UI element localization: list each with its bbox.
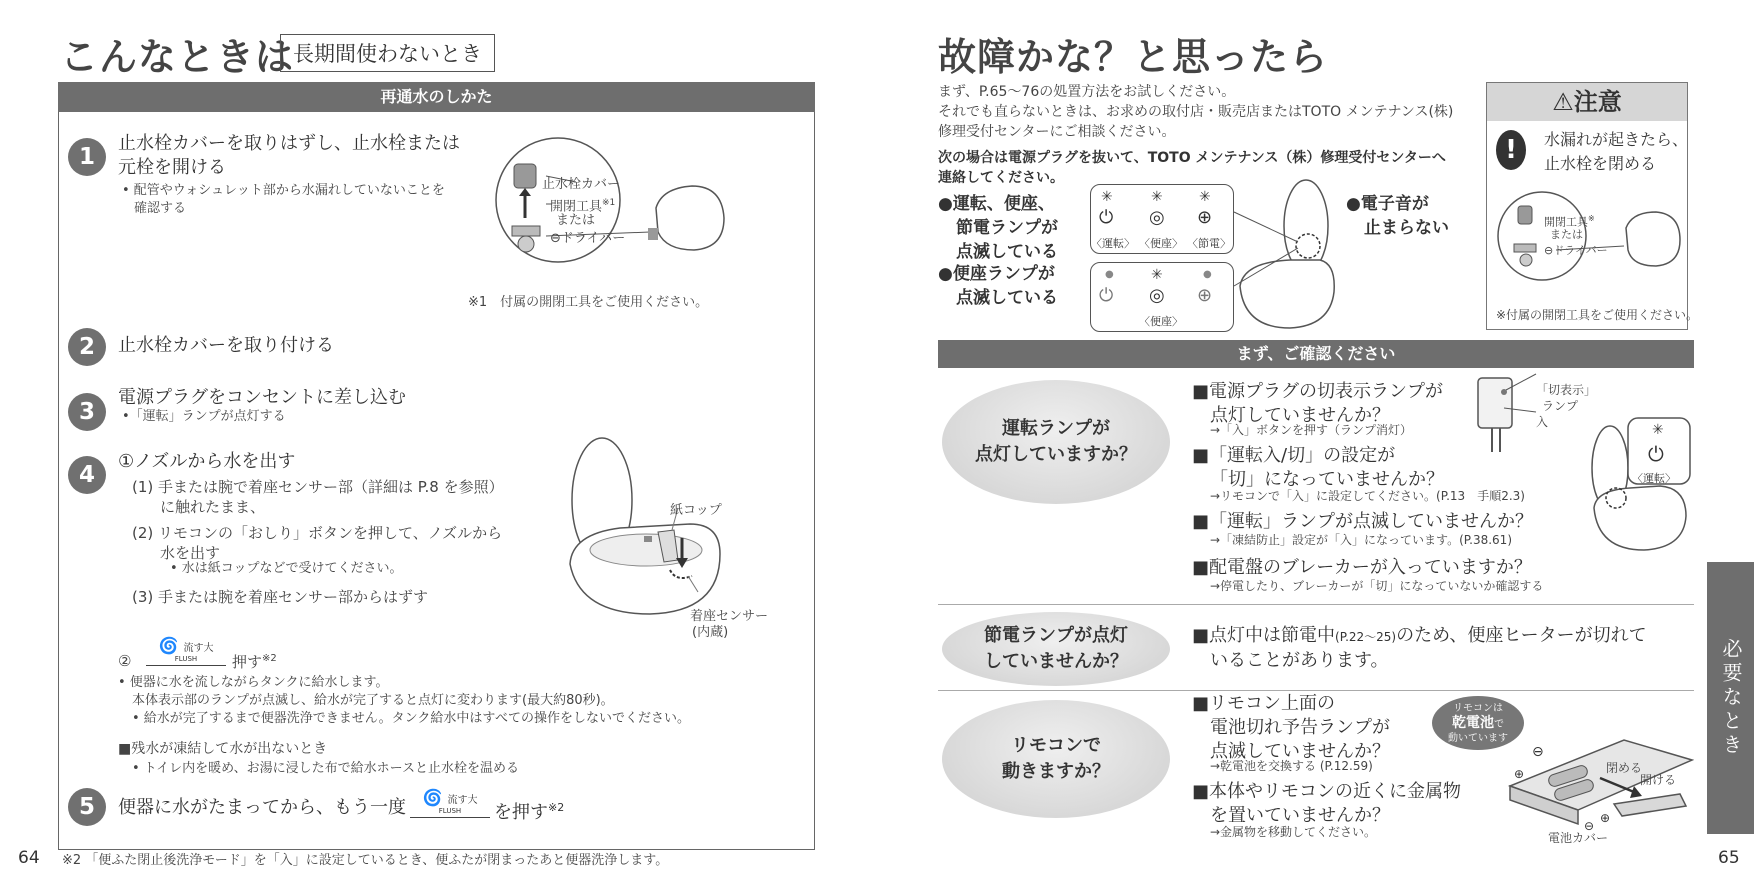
eco-icon: ⊕ — [1197, 285, 1213, 306]
power-icon: ⏻ — [1648, 442, 1664, 466]
freeze-title: ■残水が凍結して水が出ないとき — [118, 741, 328, 757]
check-1-3: ■「運転」ランプが点滅していませんか？ — [1192, 511, 1534, 532]
fig-battery-cover-label: 電池カバー — [1548, 831, 1609, 845]
seat-icon: ◎ — [1149, 285, 1165, 306]
toilet-illustration-top — [1220, 176, 1340, 336]
step-1-number: 1 — [68, 138, 106, 176]
step-4-number: 4 — [68, 456, 106, 494]
section-band-left: 再通水のしかた — [58, 82, 815, 112]
fig-cut-lamp-label: 「切表示」 ランプ — [1536, 383, 1597, 413]
footnote-1: ※1 付属の開閉工具をご使用ください。 — [468, 295, 709, 310]
step-4-sub1-line2: に触れたまま、 — [160, 498, 266, 516]
step-3-note: •「運転」ランプが点灯する — [122, 409, 286, 424]
question-oval-run-lamp: 運転ランプが 点灯していますか？ — [942, 380, 1170, 504]
fig-stopcock-cover-label: 止水栓カバー — [542, 177, 621, 192]
bullet-seat-lamp-blink: ●便座ランプが 点滅している — [938, 264, 1058, 308]
blink-icon: ✳ — [1199, 189, 1211, 205]
contact-instruction: 次の場合は電源プラグを抜いて、TOTO メンテナンス（株）修理受付センターへ 連絡してください。 — [938, 150, 1446, 186]
caution-fig-driver: ⊖ドライバー — [1544, 244, 1608, 257]
step-4-sub2-note: • 水は紙コップなどで受けてください。 — [170, 561, 403, 576]
caution-fig-tool: 開閉工具※ — [1544, 214, 1595, 229]
step-5-number: 5 — [68, 788, 106, 826]
check-1-2-action: →リモコンで「入」に設定してください。(P.13 手順2.3) — [1210, 489, 1525, 503]
divider — [938, 690, 1694, 691]
fig-driver-label: ⊖ドライバー — [550, 231, 626, 246]
flush-button-graphic-2: 🌀 流す大 FLUSH — [410, 788, 490, 818]
step-4-sub1-line1: (1) 手または腕で着座センサー部（詳細は P.8 を参照） — [132, 478, 504, 496]
check-3-2-action: →金属物を移動してください。 — [1210, 825, 1377, 839]
step-3-title: 電源プラグをコンセントに差し込む — [118, 387, 406, 408]
step-1-title-line1: 止水栓カバーを取りはずし、止水栓または — [118, 133, 460, 154]
svg-text:⊕: ⊕ — [1514, 767, 1525, 781]
check-1-1: ■電源プラグの切表示ランプが 点灯していませんか？ — [1192, 381, 1444, 426]
step-4-sub2-line1: (2) リモコンの「おしり」ボタンを押して、ノズルから — [132, 524, 503, 542]
svg-text:⊖: ⊖ — [1532, 744, 1544, 760]
seat-icon: ◎ — [1149, 207, 1165, 228]
step-5-text-b: を押す$^{※2}$ — [494, 801, 565, 823]
intro-text: まず、P.65～76の処置方法をお試しください。 それでも直らないときは、お求めの取付店・販売店またはTOTO メンテナンス(株) 修理受付センターにご相談ください。 — [938, 84, 1454, 140]
step-4-note3: • 給水が完了するまで便器洗浄できません。タンク給水中はすべての操作をしないでください。 — [132, 711, 691, 726]
check-1-2: ■「運転入/切」の設定が 「切」になっていませんか？ — [1192, 445, 1444, 490]
divider — [938, 604, 1694, 605]
bullet-beep: ●電子音が 止まらない — [1346, 194, 1449, 238]
flush-button-graphic: 🌀 流す大 FLUSH — [146, 636, 226, 666]
fig-tool-label: 開閉工具$^{※1}$ — [550, 198, 616, 215]
fig-close-label: 閉める — [1606, 761, 1643, 775]
step-3-number: 3 — [68, 393, 106, 431]
lamp-off-dot: ● — [1105, 269, 1114, 280]
step-5-text-a: 便器に水がたまってから、もう一度 — [118, 797, 406, 818]
fig-or-label: または — [556, 213, 596, 228]
step-2-number: 2 — [68, 328, 106, 366]
step-1-note-line1: • 配管やウォシュレット部から水漏れしていないことを — [122, 183, 445, 198]
flush-icon: 🌀 — [158, 636, 179, 655]
check-1-4-action: →停電したり、ブレーカーが「切」になっていないか確認する — [1210, 579, 1544, 593]
page-number-right: 65 — [1718, 848, 1740, 868]
fig-paper-cup-label: 紙コップ — [670, 503, 722, 518]
lamp-panel-all: ✳ ✳ ✳ ⏻ ◎ ⊕ 〈運転〉 〈便座〉 〈節電〉 — [1090, 184, 1234, 254]
step-4-illustration — [560, 424, 760, 624]
page-title-left: こんなときは — [60, 35, 295, 79]
check-1-4: ■配電盤のブレーカーが入っていますか？ — [1192, 557, 1532, 578]
footnote-2: ※2 「便ふた閉止後洗浄モード」を「入」に設定しているとき、便ふたが閉まったあと便器洗浄します。 — [62, 853, 669, 868]
step-4-title: ①ノズルから水を出す — [118, 451, 296, 472]
step-4-circle-2: ② — [118, 652, 132, 670]
power-icon: ⏻ — [1099, 207, 1114, 228]
fig-seat-sensor-sub: (内蔵) — [692, 625, 729, 640]
svg-text:⊖: ⊖ — [1584, 819, 1595, 833]
step-4-sub3: (3) 手または腕を着座センサー部からはずす — [132, 588, 429, 606]
step-1-note-line2: 確認する — [134, 201, 187, 216]
side-tab-necessary[interactable]: 必要なとき — [1707, 562, 1754, 834]
caution-footnote: ※付属の開閉工具をご使用ください。 — [1496, 308, 1699, 322]
page-number-left: 64 — [18, 848, 40, 868]
blink-icon: ✳ — [1652, 422, 1664, 438]
power-icon: ⏻ — [1099, 285, 1114, 306]
caution-title: ⚠注意 — [1487, 83, 1687, 121]
page-title-right: 故障かな？と思ったら — [938, 35, 1329, 79]
fig-run-label: 〈運転〉 — [1632, 472, 1676, 485]
lamp-panel-seat: ● ✳ ● ⏻ ◎ ⊕ 〈便座〉 — [1090, 262, 1234, 332]
check-1-3-action: →「凍結防止」設定が「入」になっています。(P.38.61) — [1210, 533, 1512, 547]
svg-text:⊕: ⊕ — [1600, 811, 1611, 825]
question-oval-save-lamp: 節電ランプが点灯 していませんか？ — [942, 612, 1170, 686]
eco-icon: ⊕ — [1197, 207, 1213, 228]
freeze-note: • トイレ内を暖め、お湯に浸した布で給水ホースと止水栓を温める — [132, 761, 519, 776]
blink-icon: ✳ — [1151, 189, 1163, 205]
step-4-sub2-line2: 水を出す — [160, 544, 221, 562]
blink-icon: ✳ — [1101, 189, 1113, 205]
step-4-note2: 本体表示部のランプが点滅し、給水が完了すると点灯に変わります(最大約80秒)。 — [132, 693, 614, 708]
check-1-1-action: →「入」ボタンを押す（ランプ消灯） — [1210, 423, 1413, 437]
step-4-push-text: 押す$^{※2}$ — [232, 653, 277, 671]
check-2-1: ■点灯中は節電中(P.22～25)のため、便座ヒーターが切れて いることがあります。 — [1192, 625, 1647, 671]
bullet-all-lamps-blink: ●運転、便座、 節電ランプが 点滅している — [938, 194, 1058, 262]
fig-seat-sensor-label: 着座センサー — [690, 609, 769, 624]
check-3-1: ■リモコン上面の 電池切れ予告ランプが 点滅していませんか？ — [1192, 693, 1390, 762]
step-1-title-line2: 元栓を開ける — [118, 157, 226, 178]
caution-text: 水漏れが起きたら、 止水栓を閉める — [1544, 130, 1689, 173]
step-4-note1: • 便器に水を流しながらタンクに給水します。 — [118, 675, 389, 690]
step-2-title: 止水栓カバーを取り付ける — [118, 335, 334, 356]
fig-on-label: 入 — [1536, 415, 1549, 429]
section-band-right: まず、ご確認ください — [938, 340, 1694, 368]
question-oval-remote: リモコンで 動きますか？ — [942, 700, 1170, 818]
flush-icon: 🌀 — [422, 788, 443, 807]
blink-icon: ✳ — [1151, 267, 1163, 283]
lamp-off-dot: ● — [1203, 269, 1212, 280]
page-subtitle-left: 長期間使わないとき — [280, 34, 495, 72]
exclamation-icon: ! — [1496, 130, 1526, 170]
check-3-2: ■本体やリモコンの近くに金属物 を置いていませんか？ — [1192, 781, 1462, 826]
caution-fig-or: または — [1550, 228, 1583, 241]
check-3-1-action: →乾電池を交換する (P.12.59) — [1210, 759, 1373, 773]
fig-open-label: 開ける — [1640, 773, 1677, 787]
battery-bubble: リモコンは 乾電池で 動いています — [1432, 696, 1524, 750]
